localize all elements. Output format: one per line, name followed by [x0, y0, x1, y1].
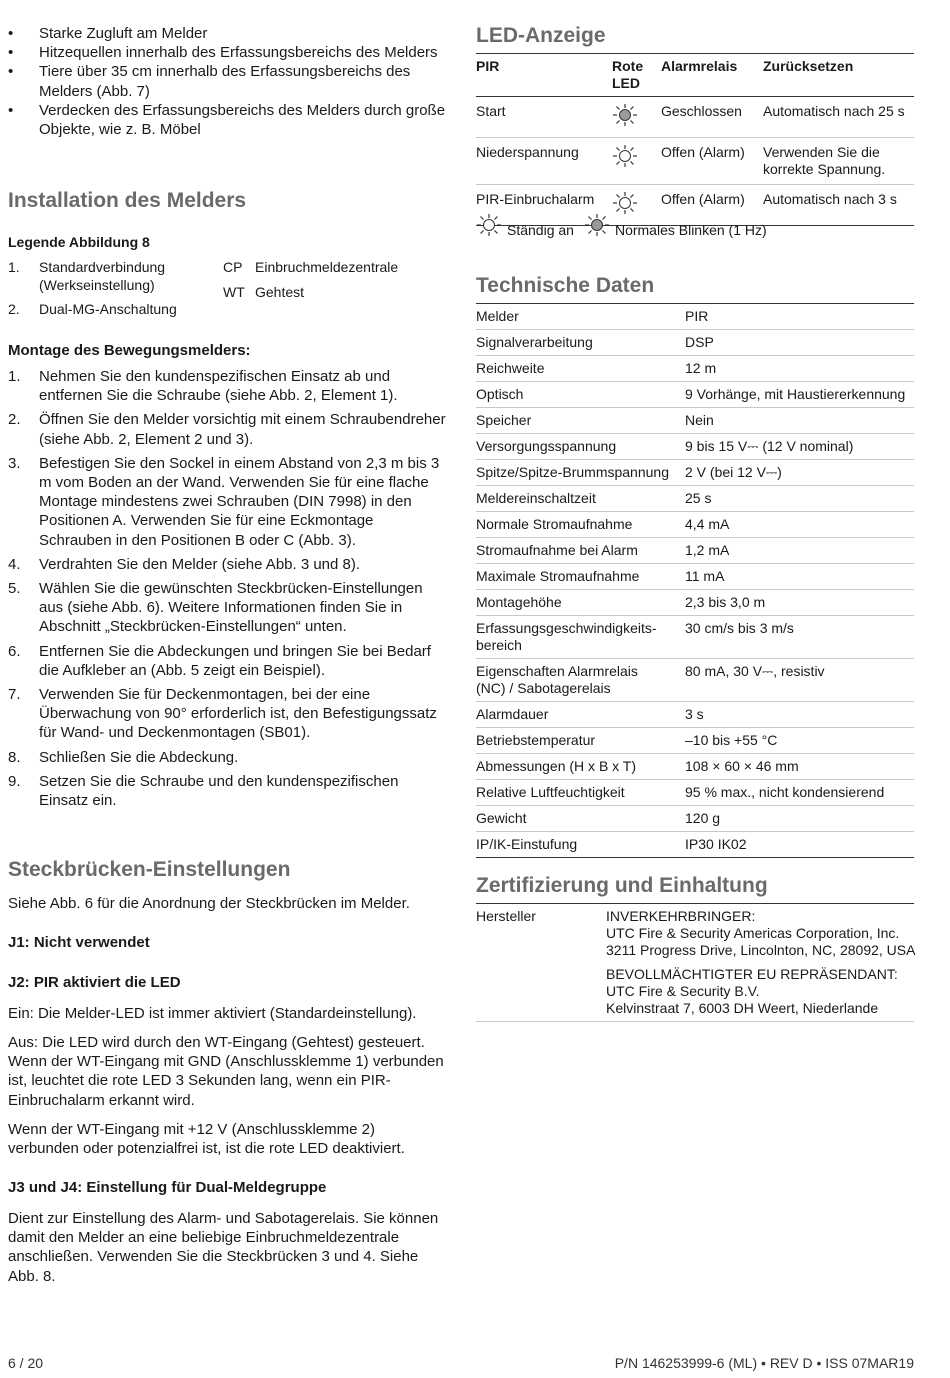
spec-value: 108 × 60 × 46 mm: [685, 754, 914, 780]
led-table: [476, 53, 914, 226]
table-header-row: [476, 54, 914, 97]
cert-bottom-rule: [476, 1021, 914, 1022]
spec-label: Optisch: [476, 382, 685, 408]
table-row: [476, 512, 914, 538]
table-cell: Geschlossen: [661, 97, 763, 138]
column-header: PIR: [476, 54, 612, 97]
cert-line: INVERKEHRBRINGER:: [606, 908, 756, 924]
spec-value: 95 % max., nicht kondensierend: [685, 780, 914, 806]
table-row: [476, 659, 914, 702]
table-row: [476, 382, 914, 408]
step-item: 3. Befestigen Sie den Sockel in einem Abstand von 2,3 m bis 3 m vom Boden an der Wand. Verwenden Sie für eine flache Montage mindestens zwei Schrauben (DIN 7998) in den Positionen A. Verwenden Sie für eine Eckmontage Schrauben in den Positionen B oder C (Abb. 3).: [8, 454, 440, 549]
spec-label: Montagehöhe: [476, 590, 685, 616]
j2-on-text: Ein: Die Melder-LED ist immer aktiviert (Standardeinstellung).: [8, 1005, 417, 1022]
table-cell: [612, 138, 661, 185]
j2-off-text: Aus: Die LED wird durch den WT-Eingang (Gehtest) gesteuert. Wenn der WT-Eingang mit GND (Anschlussklemme 1) verbunden ist, leuchtet die rote LED 3 Sekunden lang, wenn ein PIR-Einbruchalarm erkannt wird.: [8, 1034, 444, 1109]
table-cell: Automatisch nach 25 s: [763, 97, 914, 138]
spec-label: Normale Stromaufnahme: [476, 512, 685, 538]
jumpers-intro: Siehe Abb. 6 für die Anordnung der Steckbrücken im Melder.: [8, 895, 410, 912]
table-cell: Start: [476, 97, 612, 138]
step-item: 1. Nehmen Sie den kundenspezifischen Einsatz ab und entfernen Sie die Schraube (siehe Abb. 2, Element 1).: [8, 368, 398, 405]
spec-value: –10 bis +55 °C: [685, 728, 914, 754]
column-header: Alarmrelais: [661, 54, 763, 97]
led-legend: [476, 212, 767, 238]
cert-block-2: [606, 966, 916, 1017]
spec-value: 1,2 mA: [685, 538, 914, 564]
led-steady-icon: [612, 144, 638, 168]
table-row: [476, 616, 914, 659]
j2-off2-text: Wenn der WT-Eingang mit +12 V (Anschlussklemme 2) verbunden oder potenzialfrei ist, ist die rote LED deaktiviert.: [8, 1121, 405, 1158]
spec-value: PIR: [685, 304, 914, 330]
table-row: [476, 304, 914, 330]
step-item: 5. Wählen Sie die gewünschten Steckbrücken-Einstellungen aus (siehe Abb. 6). Weitere Informationen finden Sie in Abschnitt „Steckbrücken-Einstellungen“ unten.: [8, 580, 423, 636]
table-row: [476, 356, 914, 382]
tech-table: [476, 303, 914, 858]
column-header: Rote LED: [612, 54, 661, 97]
spec-label: Speicher: [476, 408, 685, 434]
step-item: 2. Öffnen Sie den Melder vorsichtig mit einem Schraubendreher (siehe Abb. 2, Element 2 und 3).: [8, 411, 446, 448]
table-cell: Niederspannung: [476, 138, 612, 185]
step-item: 8. Schließen Sie die Abdeckung.: [8, 748, 239, 766]
spec-value: 3 s: [685, 702, 914, 728]
list-item: • Verdecken des Erfassungsbereichs des Melders durch große Objekte, wie z. B. Möbel: [8, 101, 446, 139]
table-cell: PIR-Einbruchalarm: [476, 185, 612, 226]
spec-label: Alarmdauer: [476, 702, 685, 728]
list-item: • Hitzequellen innerhalb des Erfassungsbereichs des Melders: [8, 44, 438, 62]
spec-value: 120 g: [685, 806, 914, 832]
legend-title: Legende Abbildung 8: [8, 234, 150, 250]
spec-label: Reichweite: [476, 356, 685, 382]
spec-value: 9 bis 15 V⎓ (12 V nominal): [685, 434, 914, 460]
table-cell: Automatisch nach 3 s: [763, 185, 914, 226]
column-header: Zurücksetzen: [763, 54, 914, 97]
spec-label: Relative Luftfeuchtigkeit: [476, 780, 685, 806]
led-blinking-icon: [584, 213, 610, 237]
spec-value: Nein: [685, 408, 914, 434]
document-id: P/N 146253999-6 (ML) • REV D • ISS 07MAR19: [614, 1355, 914, 1371]
table-row: [476, 806, 914, 832]
legend-steady-label: Ständig an: [507, 222, 574, 238]
table-row: [476, 832, 914, 858]
table-row: [476, 460, 914, 486]
spec-value: 2,3 bis 3,0 m: [685, 590, 914, 616]
step-item: 4. Verdrahten Sie den Melder (siehe Abb. 3 und 8).: [8, 555, 361, 573]
j34-text: Dient zur Einstellung des Alarm- und Sabotagerelais. Sie können damit den Melder an eine beliebige Einbruchmeldezentrale anschließen. Verwenden Sie die Steckbrücken 3 und 4. Siehe Abb. 8.: [8, 1210, 439, 1285]
spec-value: 12 m: [685, 356, 914, 382]
spec-label: Spitze/Spitze-Brummspannung: [476, 460, 685, 486]
spec-value: 9 Vorhänge, mit Haustiererkennung: [685, 382, 914, 408]
table-row: [476, 434, 914, 460]
table-row: [476, 486, 914, 512]
table-cell: [612, 97, 661, 138]
list-item: • Starke Zugluft am Melder: [8, 25, 208, 42]
spec-label: Abmessungen (H x B x T): [476, 754, 685, 780]
cert-line: Kelvinstraat 7, 6003 DH Weert, Niederlande: [606, 1000, 879, 1016]
table-row: [476, 728, 914, 754]
install-heading: Installation des Melders: [8, 189, 247, 212]
led-blinking-icon: [612, 103, 638, 127]
spec-label: Stromaufnahme bei Alarm: [476, 538, 685, 564]
table-row: [476, 538, 914, 564]
cert-line: UTC Fire & Security B.V.: [606, 983, 760, 999]
spec-label: IP/IK-Einstufung: [476, 832, 685, 858]
cert-label: Hersteller: [476, 908, 536, 924]
mount-steps: [8, 367, 448, 815]
step-item: 9. Setzen Sie die Schraube und den kundenspezifischen Einsatz ein.: [8, 772, 399, 810]
spec-label: Betriebstemperatur: [476, 728, 685, 754]
led-heading: LED-Anzeige: [476, 24, 606, 47]
table-row: [476, 780, 914, 806]
table-row: [476, 564, 914, 590]
spec-value: 25 s: [685, 486, 914, 512]
list-item: • Tiere über 35 cm innerhalb des Erfassungsbereichs des Melders (Abb. 7): [8, 63, 411, 100]
step-item: 6. Entfernen Sie die Abdeckungen und bringen Sie bei Bedarf die Aufkleber an (Abb. 5 zeigt ein Beispiel).: [8, 642, 431, 679]
j34-title: J3 und J4: Einstellung für Dual-Meldegruppe: [8, 1179, 327, 1196]
table-row: [476, 408, 914, 434]
spec-value: 2 V (bei 12 V⎓): [685, 460, 914, 486]
table-row: [476, 702, 914, 728]
spec-value: 30 cm/s bis 3 m/s: [685, 616, 914, 659]
j1-title: J1: Nicht verwendet: [8, 934, 150, 951]
table-row: [476, 138, 914, 185]
jumpers-heading: Steckbrücken-Einstellungen: [8, 858, 291, 881]
table-row: [476, 590, 914, 616]
table-row: [476, 330, 914, 356]
tech-heading: Technische Daten: [476, 274, 655, 297]
spec-label: Meldereinschaltzeit: [476, 486, 685, 512]
spec-value: DSP: [685, 330, 914, 356]
spec-label: Versorgungsspannung: [476, 434, 685, 460]
page-number: 6 / 20: [8, 1355, 44, 1371]
cert-line: 3211 Progress Drive, Lincolnton, NC, 28092, USA: [606, 942, 916, 958]
table-row: [476, 754, 914, 780]
table-row: [476, 97, 914, 138]
cert-line: UTC Fire & Security Americas Corporation, Inc.: [606, 925, 900, 941]
mount-title: Montage des Bewegungsmelders:: [8, 342, 251, 359]
spec-label: Melder: [476, 304, 685, 330]
spec-label: Erfassungsgeschwindigkeits-bereich: [476, 616, 685, 659]
spec-label: Eigenschaften Alarmrelais (NC) / Sabotagerelais: [476, 659, 685, 702]
j2-title: J2: PIR aktiviert die LED: [8, 974, 181, 991]
legend-blink-label: Normales Blinken (1 Hz): [614, 222, 767, 238]
cert-block-1: [606, 908, 916, 959]
spec-value: IP30 IK02: [685, 832, 914, 858]
cert-rule: [476, 903, 914, 904]
cert-heading: Zertifizierung und Einhaltung: [476, 874, 768, 897]
table-cell: Offen (Alarm): [661, 185, 763, 226]
cert-line: BEVOLLMÄCHTIGTER EU REPRÄSENDANT:: [606, 966, 898, 982]
spec-label: Maximale Stromaufnahme: [476, 564, 685, 590]
spec-value: 4,4 mA: [685, 512, 914, 538]
table-cell: Offen (Alarm): [661, 138, 763, 185]
bullet-list: [8, 24, 448, 139]
step-item: 7. Verwenden Sie für Deckenmontagen, bei der eine Überwachung von 90° erforderlich ist, den Befestigungssatz für Wand- und Deckenmontagen (SB01).: [8, 686, 437, 742]
spec-value: 80 mA, 30 V⎓, resistiv: [685, 659, 914, 702]
led-steady-icon: [476, 213, 502, 237]
spec-label: Gewicht: [476, 806, 685, 832]
spec-value: 11 mA: [685, 564, 914, 590]
table-cell: Verwenden Sie die korrekte Spannung.: [763, 138, 914, 185]
spec-label: Signalverarbeitung: [476, 330, 685, 356]
